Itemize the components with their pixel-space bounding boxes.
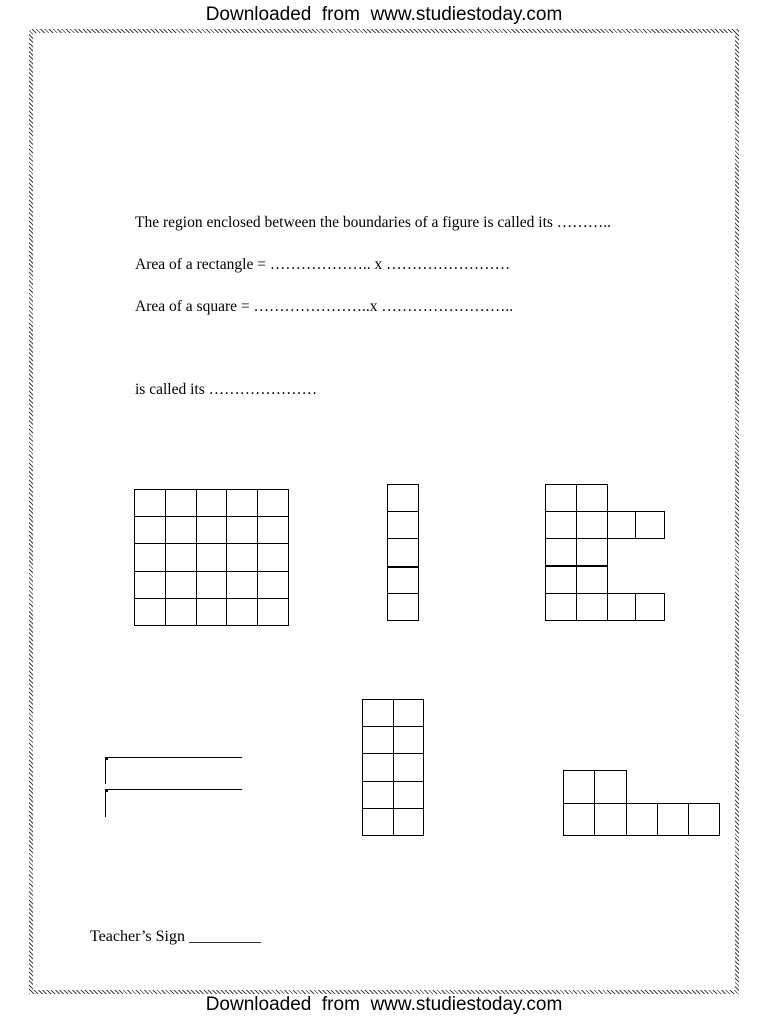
figure-l-shape xyxy=(563,770,720,836)
figure-tall-rectangle xyxy=(362,699,424,836)
figure-horizontal-strips xyxy=(105,757,242,817)
teacher-sign: Teacher’s Sign _________ xyxy=(90,928,261,945)
question-line-4: is called its ………………… xyxy=(135,381,318,398)
watermark-footer: Downloaded from www.studiestoday.com xyxy=(205,994,563,1015)
figure-c-shape xyxy=(545,484,665,621)
question-line-3: Area of a square = …………………..x …………………….. xyxy=(135,298,514,315)
watermark-header: Downloaded from www.studiestoday.com xyxy=(205,4,563,25)
figure-vertical-strip xyxy=(387,484,419,621)
question-line-1: The region enclosed between the boundaries of a figure is called its ……….. xyxy=(135,214,612,231)
question-line-2: Area of a rectangle = ……………….. x …………………… xyxy=(135,256,511,273)
figure-square-grid xyxy=(134,489,289,626)
